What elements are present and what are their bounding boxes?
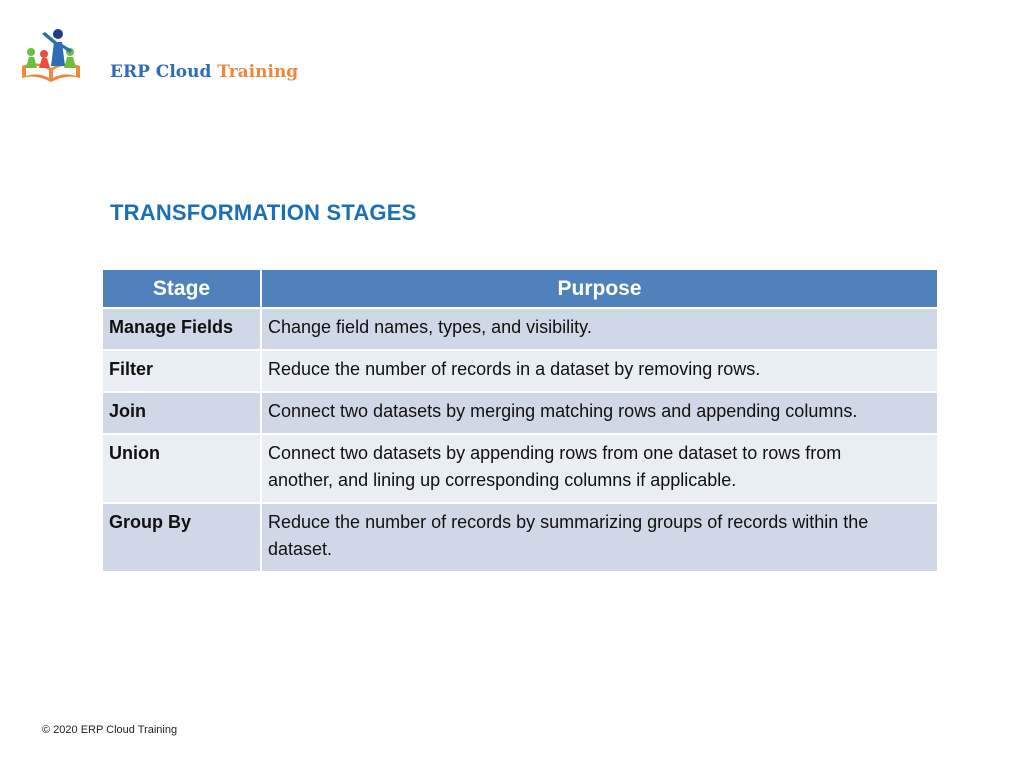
stage-cell: Union (103, 434, 261, 503)
page-title: TRANSFORMATION STAGES (110, 200, 417, 225)
table-header-row (103, 270, 937, 308)
table-row (103, 503, 937, 572)
stage-cell: Group By (103, 503, 261, 572)
logo-text-training: Training (217, 62, 299, 82)
table-row (103, 308, 937, 350)
column-header-purpose: Purpose (261, 270, 937, 308)
column-header-stage: Stage (103, 270, 261, 308)
purpose-line: Change field names, types, and visibility. (268, 317, 592, 337)
purpose-cell (261, 503, 937, 572)
purpose-cell (261, 308, 937, 350)
copyright-footer: © 2020 ERP Cloud Training (42, 724, 178, 736)
logo-text (110, 62, 298, 82)
table-row (103, 350, 937, 392)
purpose-line: another, and lining up corresponding columns if applicable. (268, 470, 737, 490)
table-row (103, 392, 937, 434)
stage-cell: Manage Fields (103, 308, 261, 350)
purpose-cell (261, 350, 937, 392)
purpose-line: Reduce the number of records by summarizing groups of records within the dataset. (268, 512, 869, 559)
purpose-line: Connect two datasets by merging matching rows and appending columns. (268, 401, 858, 421)
transformation-stages-table (103, 270, 937, 573)
purpose-line: Connect two datasets by appending rows from one dataset to rows from (268, 443, 842, 463)
purpose-cell (261, 392, 937, 434)
purpose-cell (261, 434, 937, 503)
logo (18, 26, 299, 96)
stage-cell: Join (103, 392, 261, 434)
logo-text-erp-cloud: ERP Cloud (110, 62, 218, 82)
table-row (103, 434, 937, 503)
stage-cell: Filter (103, 350, 261, 392)
reader-book-logo-icon (18, 26, 88, 90)
purpose-line: Reduce the number of records in a dataset by removing rows. (268, 359, 761, 379)
